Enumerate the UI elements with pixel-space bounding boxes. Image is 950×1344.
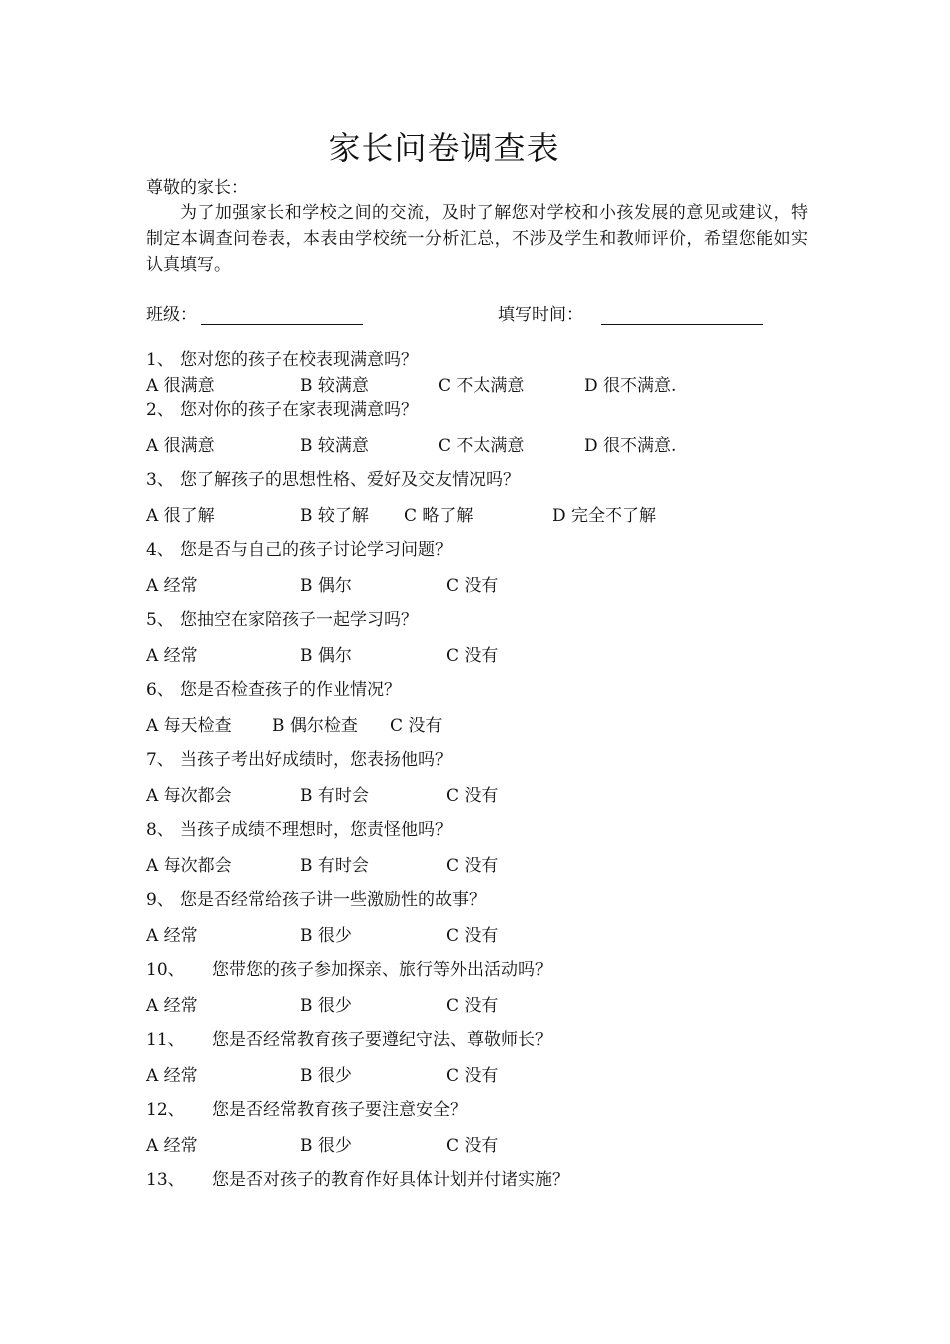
answer-option[interactable]: A 很满意	[146, 376, 215, 396]
answer-option[interactable]: A 很满意	[146, 436, 215, 456]
question-text: 您带您的孩子参加探亲、旅行等外出活动吗？	[212, 960, 552, 980]
answer-options-12	[146, 1134, 846, 1158]
question-text: 您是否经常教育孩子要注意安全？	[212, 1100, 467, 1120]
answer-option[interactable]: C 不太满意	[438, 436, 525, 456]
question-number: 6、	[146, 680, 174, 700]
answer-option[interactable]: B 偶尔	[300, 576, 352, 596]
question-8	[146, 818, 452, 842]
answer-options-3	[146, 504, 846, 528]
page-title: 家长问卷调查表	[328, 129, 560, 167]
question-number: 12、	[146, 1100, 185, 1120]
answer-option[interactable]: B 较满意	[300, 376, 369, 396]
question-text: 您对您的孩子在校表现满意吗？	[180, 350, 418, 370]
answer-option[interactable]: C 没有	[446, 926, 499, 946]
answer-option[interactable]: B 偶尔	[300, 646, 352, 666]
answer-option[interactable]: C 没有	[446, 646, 499, 666]
answer-option[interactable]: B 偶尔检查	[272, 716, 358, 736]
question-6	[146, 678, 401, 702]
class-blank[interactable]	[201, 304, 363, 325]
answer-options-7	[146, 784, 846, 808]
answer-option[interactable]: B 较满意	[300, 436, 369, 456]
answer-options-11	[146, 1064, 846, 1088]
answer-options-1	[146, 374, 846, 398]
question-number: 10、	[146, 960, 185, 980]
answer-options-6	[146, 714, 846, 738]
answer-option[interactable]: A 经常	[146, 576, 198, 596]
question-number: 7、	[146, 750, 174, 770]
answer-option[interactable]: D 完全不了解	[552, 506, 657, 526]
answer-option[interactable]: D 很不满意.	[584, 436, 677, 456]
answer-option[interactable]: A 经常	[146, 1066, 198, 1086]
question-4	[146, 538, 452, 562]
question-number: 9、	[146, 890, 174, 910]
question-12	[146, 1098, 467, 1122]
question-1	[146, 348, 418, 372]
answer-option[interactable]: C 没有	[446, 576, 499, 596]
answer-option[interactable]: C 略了解	[404, 506, 474, 526]
question-10	[146, 958, 552, 982]
answer-option[interactable]: C 没有	[446, 856, 499, 876]
question-text: 您是否对孩子的教育作好具体计划并付诸实施？	[212, 1170, 569, 1190]
answer-option[interactable]: D 很不满意.	[584, 376, 677, 396]
question-2	[146, 398, 418, 422]
answer-option[interactable]: A 每天检查	[146, 716, 232, 736]
answer-option[interactable]: A 经常	[146, 926, 198, 946]
question-7	[146, 748, 452, 772]
question-text: 您了解孩子的思想性格、爱好及交友情况吗？	[180, 470, 520, 490]
question-11	[146, 1028, 552, 1052]
answer-option[interactable]: A 经常	[146, 1136, 198, 1156]
question-number: 2、	[146, 400, 174, 420]
answer-options-4	[146, 574, 846, 598]
question-number: 13、	[146, 1170, 185, 1190]
answer-option[interactable]: C 没有	[446, 1136, 499, 1156]
answer-option[interactable]: B 很少	[300, 1136, 352, 1156]
question-number: 1、	[146, 350, 174, 370]
question-text: 您对你的孩子在家表现满意吗？	[180, 400, 418, 420]
question-text: 您是否经常教育孩子要遵纪守法、尊敬师长？	[212, 1030, 552, 1050]
question-text: 当孩子成绩不理想时，您责怪他吗？	[180, 820, 452, 840]
answer-option[interactable]: A 每次都会	[146, 786, 232, 806]
answer-option[interactable]: A 经常	[146, 646, 198, 666]
question-text: 您是否经常给孩子讲一些激励性的故事？	[180, 890, 486, 910]
answer-options-8	[146, 854, 846, 878]
answer-option[interactable]: B 较了解	[300, 506, 369, 526]
time-label: 填写时间：	[498, 305, 583, 325]
answer-options-5	[146, 644, 846, 668]
answer-option[interactable]: B 很少	[300, 926, 352, 946]
question-9	[146, 888, 486, 912]
answer-option[interactable]: C 没有	[446, 1066, 499, 1086]
answer-option[interactable]: B 有时会	[300, 786, 369, 806]
answer-option[interactable]: B 很少	[300, 1066, 352, 1086]
answer-options-9	[146, 924, 846, 948]
question-5	[146, 608, 418, 632]
question-13	[146, 1168, 569, 1192]
answer-option[interactable]: C 没有	[446, 996, 499, 1016]
answer-option[interactable]: A 很了解	[146, 506, 215, 526]
question-number: 4、	[146, 540, 174, 560]
answer-options-10	[146, 994, 846, 1018]
answer-option[interactable]: A 每次都会	[146, 856, 232, 876]
class-field[interactable]	[146, 300, 363, 325]
time-blank[interactable]	[601, 304, 763, 325]
question-text: 当孩子考出好成绩时，您表扬他吗？	[180, 750, 452, 770]
question-text: 您是否与自己的孩子讨论学习问题？	[180, 540, 452, 560]
answer-options-2	[146, 434, 846, 458]
question-number: 3、	[146, 470, 174, 490]
question-text: 您抽空在家陪孩子一起学习吗？	[180, 610, 418, 630]
intro-paragraph: 为了加强家长和学校之间的交流，及时了解您对学校和小孩发展的意见或建议，特制定本调查问卷表，本表由学校统一分析汇总，不涉及学生和教师评价，希望您能如实认真填写。	[146, 203, 808, 275]
salutation: 尊敬的家长：	[146, 178, 248, 198]
header-fields	[146, 300, 808, 326]
answer-option[interactable]: B 很少	[300, 996, 352, 1016]
time-field[interactable]	[498, 300, 763, 325]
answer-option[interactable]: C 没有	[390, 716, 443, 736]
question-number: 5、	[146, 610, 174, 630]
question-text: 您是否检查孩子的作业情况？	[180, 680, 401, 700]
answer-option[interactable]: B 有时会	[300, 856, 369, 876]
answer-option[interactable]: A 经常	[146, 996, 198, 1016]
question-number: 11、	[146, 1030, 185, 1050]
answer-option[interactable]: C 没有	[446, 786, 499, 806]
class-label: 班级：	[146, 305, 197, 325]
question-3	[146, 468, 520, 492]
question-number: 8、	[146, 820, 174, 840]
answer-option[interactable]: C 不太满意	[438, 376, 525, 396]
